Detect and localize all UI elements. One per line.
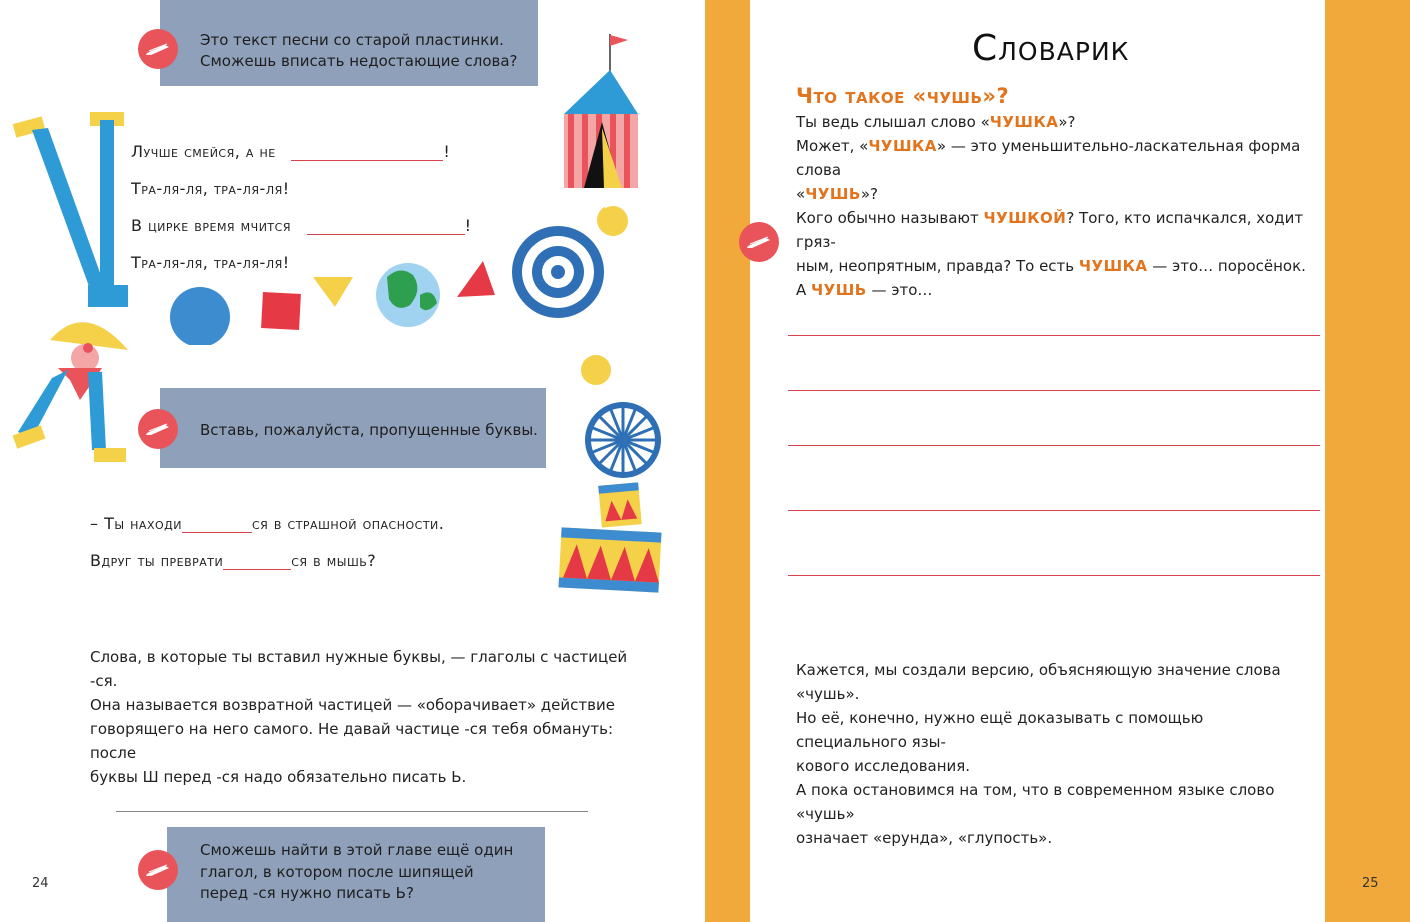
page-number-left: 24	[32, 876, 49, 891]
orange-stripe-right	[1325, 0, 1410, 922]
writing-line-2[interactable]	[788, 390, 1320, 391]
task1-text: Это текст песни со старой пластинки. Сможешь вписать недостающие слова?	[200, 31, 518, 70]
writing-line-4[interactable]	[788, 510, 1320, 511]
song-line-3: В цирке время мчится !	[131, 216, 472, 235]
shapes-illustration	[165, 195, 605, 345]
dictionary-title: Словарик	[972, 28, 1130, 69]
writing-line-5[interactable]	[788, 575, 1320, 576]
song-blank-1[interactable]	[291, 146, 443, 161]
conclusion-paragraph: Кажется, мы создали версию, объясняющую значение слова «чушь». Но её, конечно, нужно ещё доказывать с помощью специального язы- кового исследования. А пока остановимся на том, что в современном языке слово «чушь» означает «ерунда», «глупость».	[796, 661, 1281, 847]
dictionary-question: Что такое «чушь»?	[796, 84, 1010, 108]
song-line-1: Лучше смейся, а не !	[131, 142, 451, 161]
song-line-2: Тра-ля-ля, тра-ля-ля!	[131, 179, 290, 198]
exercise-blank-1[interactable]	[182, 518, 252, 533]
task3-text: Сможешь найти в этой главе ещё один глагол, в котором после шипящей перед -ся нужно писать Ь?	[200, 841, 514, 902]
pencil-icon	[739, 222, 779, 262]
exercise-line-2: Вдруг ты преврати ся в мышь?	[90, 551, 377, 570]
writing-line-1[interactable]	[788, 335, 1320, 336]
acrobat-illustration	[10, 110, 135, 470]
pencil-icon	[138, 29, 178, 69]
orange-stripe-left	[705, 0, 750, 922]
yellow-dot	[597, 205, 629, 237]
song-line-4: Тра-ля-ля, тра-ля-ля!	[131, 253, 290, 272]
exercise-blank-2[interactable]	[223, 555, 291, 570]
page-number-right: 25	[1362, 876, 1379, 891]
pencil-icon	[138, 409, 178, 449]
dictionary-text: Ты ведь слышал слово «ЧУШКА»? Может, «ЧУШКА» — это уменьшительно-ласкательная форма слова «ЧУШЬ»? Кого обычно называют ЧУШКОЙ? Того, кто испачкался, ходит гряз- ным, неопрятным, правда? То есть ЧУШКА — это… поросёнок. А ЧУШЬ — это…	[796, 113, 1306, 299]
writing-line-3[interactable]	[788, 445, 1320, 446]
explanation-paragraph: Слова, в которые ты вставил нужные буквы, — глаголы с частицей -ся. Она называется возвратной частицей — «оборачивает» действие говорящего на него самого. Не давай частице -ся тебя обмануть: после буквы Ш перед -ся надо обязательно писать Ь.	[90, 648, 628, 786]
task2-text: Вставь, пожалуйста, пропущенные буквы.	[200, 421, 538, 439]
pencil-icon	[138, 850, 178, 890]
exercise-line-1: – Ты находи ся в страшной опасности.	[90, 514, 445, 533]
circus-tent-illustration	[560, 32, 642, 192]
wheel-and-drums-illustration	[556, 352, 666, 597]
answer-line[interactable]	[116, 811, 588, 812]
